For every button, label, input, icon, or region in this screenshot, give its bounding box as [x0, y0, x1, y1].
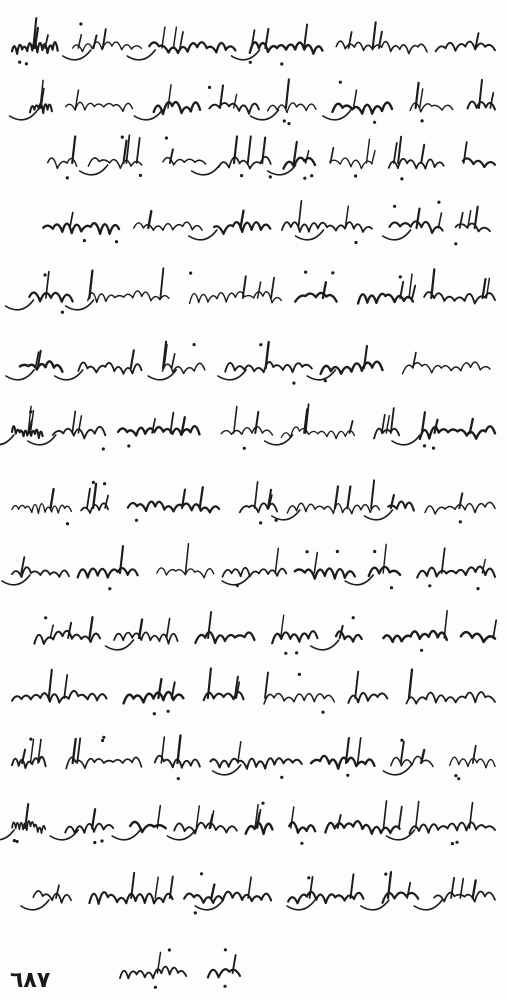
handwritten-line	[12, 736, 495, 775]
handwritten-line	[0, 801, 495, 840]
handwritten-line	[10, 79, 495, 119]
handwritten-line	[43, 201, 490, 240]
handwritten-line	[12, 480, 495, 520]
handwritten-line	[2, 544, 495, 585]
handwritten-line	[48, 135, 495, 175]
handwritten-line	[21, 872, 495, 910]
handwritten-line	[6, 268, 496, 310]
handwritten-line	[12, 18, 495, 60]
page-number: ٦٨٧	[10, 968, 51, 993]
handwritten-line	[34, 611, 496, 650]
handwritten-line	[120, 952, 240, 978]
handwritten-line	[12, 669, 495, 705]
handwritten-line	[6, 342, 490, 380]
handwritten-line	[0, 404, 495, 445]
